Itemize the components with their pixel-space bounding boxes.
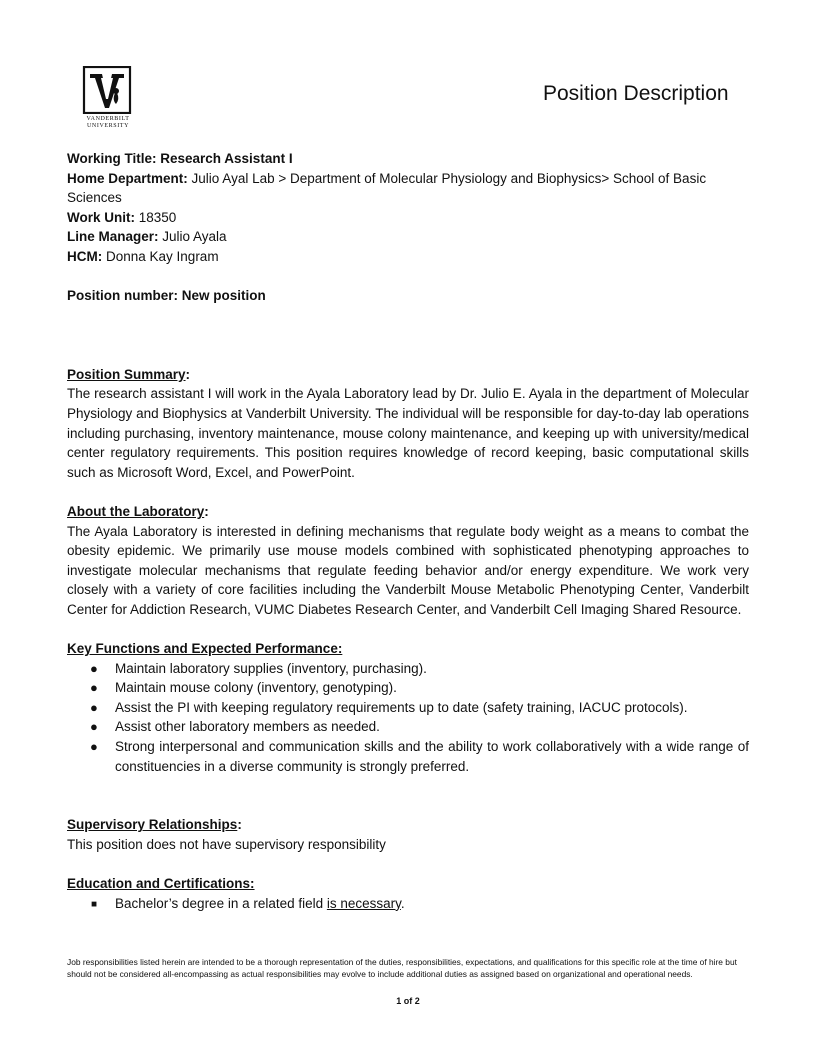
position-summary-text: The research assistant I will work in the Ayala Laboratory lead by Dr. Julio E. Ayala in the department of Molecular Physiology and Biophysics at Vanderbilt University. The individual will be responsible for day-to-day lab operations including purchasing, inventory maintenance, mouse colony maintenance, and keeping up with university/medical center regulatory requirements. This position requires knowledge of record keeping, basic computational skills such as Microsoft Word, Excel, and PowerPoint. (67, 386, 749, 480)
education-heading: Education and Certifications: (67, 876, 255, 892)
list-item: ● Assist the PI with keeping regulatory requirements up to date (safety training, IACUC protocols). (67, 698, 749, 718)
vanderbilt-logo (82, 66, 134, 130)
square-bullet-icon: ■ (91, 898, 98, 910)
supervisory-heading: Supervisory Relationships: (67, 817, 242, 833)
bullet-icon: ● (90, 739, 98, 755)
bullet-icon: ● (90, 680, 98, 696)
position-number: Position number: New position (67, 288, 266, 304)
about-lab-heading: About the Laboratory: (67, 503, 209, 519)
document-body (67, 149, 749, 913)
position-summary-heading: Position Summary: (67, 366, 191, 382)
key-functions-heading: Key Functions and Expected Performance: (67, 641, 343, 657)
list-item: ■ Bachelor’s degree in a related field is necessary. (67, 894, 749, 914)
about-lab-text: The Ayala Laboratory is interested in defining mechanisms that regulate body weight as a means to combat the obesity epidemic. We primarily use mouse models combined with sophisticated phenotyping approaches to investigate molecular mechanisms that regulate feeding behavior and/or energy expenditure. We work very closely with a variety of core facilities including the Vanderbilt Mouse Metabolic Phenotyping Center, Vanderbilt Center for Addiction Research, VUMC Diabetes Research Center, and Vanderbilt Cell Imaging Shared Resource. (67, 523, 749, 617)
line-manager: Line Manager: Julio Ayala (67, 229, 227, 245)
key-functions-list (67, 659, 749, 777)
bullet-icon: ● (90, 660, 98, 676)
work-unit: Work Unit: 18350 (67, 209, 177, 225)
list-item: ● Strong interpersonal and communication skills and the ability to work collaboratively with a wide range of constituencies in a diverse community is strongly preferred. (90, 739, 749, 774)
page-number: 1 of 2 (396, 996, 420, 1006)
list-item: ● Maintain mouse colony (inventory, genotyping). (67, 678, 749, 698)
vanderbilt-shield-icon (82, 66, 134, 114)
list-item: ● Maintain laboratory supplies (inventory, purchasing). (67, 659, 749, 679)
logo-wordmark: VANDERBILT UNIVERSITY (86, 116, 130, 129)
working-title: Working Title: Research Assistant I (67, 151, 293, 166)
hcm: HCM: Donna Kay Ingram (67, 248, 219, 264)
home-department: Home Department: Julio Ayal Lab > Department of Molecular Physiology and Biophysics> School of Basic Sciences (67, 170, 707, 206)
document-title: Position Description (543, 82, 729, 105)
footer-disclaimer: Job responsibilities listed herein are intended to be a thorough representation of the duties, responsibilities, expectations, and qualifications for this specific role at the time of hire but should not be considered all-encompassing as actual responsibilities may evolve to include additional duties as assigned based on organizational and operational needs. (67, 957, 737, 979)
bullet-icon: ● (90, 719, 98, 735)
supervisory-text: This position does not have supervisory responsibility (67, 837, 386, 852)
education-list (67, 894, 749, 914)
bullet-icon: ● (90, 699, 98, 715)
list-item: ● Assist other laboratory members as needed. (67, 717, 749, 737)
